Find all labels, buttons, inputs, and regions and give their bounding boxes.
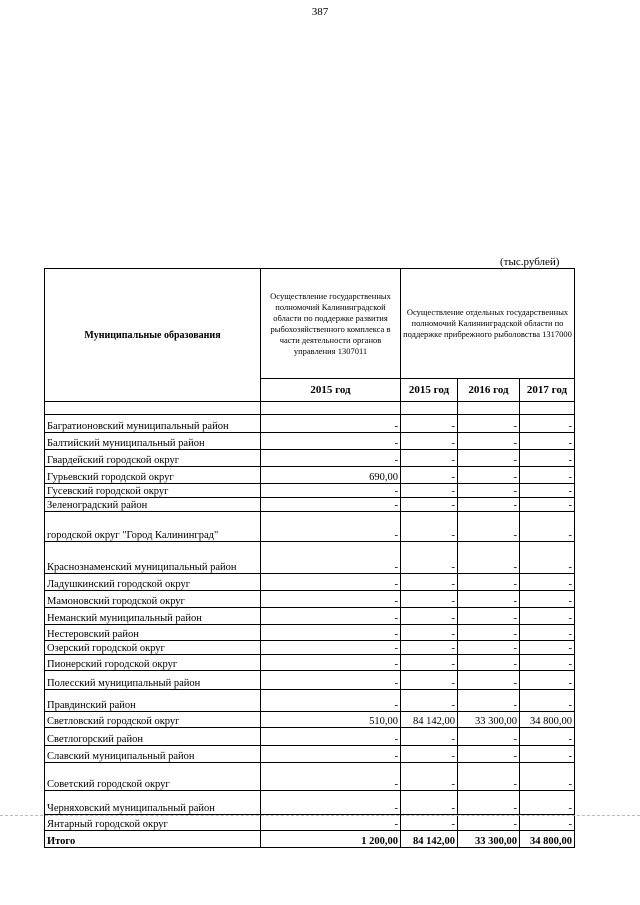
municipality-name: Нестеровский район	[45, 625, 261, 641]
municipality-name: Зеленоградский район	[45, 498, 261, 512]
header-municipality: Муниципальные образования	[45, 269, 261, 402]
amount-cell: -	[261, 625, 401, 641]
amount-cell: -	[401, 763, 458, 791]
municipality-name: Светловский городской округ	[45, 712, 261, 728]
table-row	[45, 763, 575, 791]
table-body	[45, 415, 575, 831]
table-row	[45, 415, 575, 433]
amount-cell: -	[261, 591, 401, 608]
total-value: 34 800,00	[520, 831, 575, 848]
amount-cell: -	[458, 625, 520, 641]
table-row	[45, 512, 575, 542]
municipality-name: Краснознаменский муниципальный район	[45, 542, 261, 574]
table-row	[45, 625, 575, 641]
amount-cell: -	[401, 433, 458, 450]
amount-cell: 34 800,00	[520, 712, 575, 728]
amount-cell: -	[458, 608, 520, 625]
amount-cell: -	[520, 791, 575, 815]
amount-cell: -	[401, 690, 458, 712]
amount-cell: -	[401, 815, 458, 831]
amount-cell: -	[520, 746, 575, 763]
amount-cell: -	[401, 574, 458, 591]
amount-cell: -	[458, 671, 520, 690]
table-header-row	[45, 269, 575, 379]
amount-cell: -	[520, 625, 575, 641]
amount-cell: -	[261, 450, 401, 467]
amount-cell: 84 142,00	[401, 712, 458, 728]
table-row	[45, 608, 575, 625]
amount-cell: -	[458, 574, 520, 591]
amount-cell: -	[261, 512, 401, 542]
amount-cell: -	[458, 791, 520, 815]
year-header: 2016 год	[458, 379, 520, 402]
amount-cell: -	[520, 467, 575, 484]
amount-cell: -	[520, 591, 575, 608]
municipality-name: Багратионовский муниципальный район	[45, 415, 261, 433]
amount-cell: -	[401, 498, 458, 512]
scan-artifact-line	[0, 815, 640, 816]
amount-cell: -	[458, 746, 520, 763]
amount-cell: -	[261, 746, 401, 763]
amount-cell: -	[401, 608, 458, 625]
municipality-name: Пионерский городской округ	[45, 655, 261, 671]
amount-cell: -	[261, 791, 401, 815]
year-header: 2015 год	[401, 379, 458, 402]
total-value: 1 200,00	[261, 831, 401, 848]
amount-cell: -	[261, 608, 401, 625]
amount-cell: -	[458, 815, 520, 831]
amount-cell: -	[261, 671, 401, 690]
amount-cell: -	[401, 671, 458, 690]
table-row	[45, 591, 575, 608]
amount-cell: -	[401, 450, 458, 467]
amount-cell: -	[458, 512, 520, 542]
header-col-group2: Осуществление отдельных государственных полномочий Калининградской области по поддержке прибрежного рыболовства 1317000	[401, 269, 575, 379]
amount-cell: -	[458, 690, 520, 712]
table-row	[45, 712, 575, 728]
amount-cell: -	[261, 655, 401, 671]
amount-cell: -	[520, 542, 575, 574]
amount-cell: -	[401, 415, 458, 433]
amount-cell: -	[458, 415, 520, 433]
municipality-name: Черняховский муниципальный район	[45, 791, 261, 815]
table-row	[45, 690, 575, 712]
amount-cell: -	[261, 484, 401, 498]
total-value: 84 142,00	[401, 831, 458, 848]
amount-cell: -	[520, 433, 575, 450]
municipality-name: Мамоновский городской округ	[45, 591, 261, 608]
year-header: 2017 год	[520, 379, 575, 402]
amount-cell: -	[520, 512, 575, 542]
amount-cell: -	[520, 690, 575, 712]
amount-cell: -	[261, 498, 401, 512]
total-label: Итого	[45, 831, 261, 848]
amount-cell: -	[261, 433, 401, 450]
amount-cell: -	[458, 763, 520, 791]
municipality-name: Светлогорский район	[45, 728, 261, 746]
amount-cell: -	[520, 574, 575, 591]
amount-cell: -	[458, 728, 520, 746]
amount-cell: -	[458, 498, 520, 512]
amount-cell: -	[458, 433, 520, 450]
unit-label: (тыс.рублей)	[500, 256, 560, 268]
table-row	[45, 728, 575, 746]
amount-cell: -	[261, 728, 401, 746]
amount-cell: -	[401, 625, 458, 641]
municipality-name: Советский городской округ	[45, 763, 261, 791]
amount-cell: -	[261, 415, 401, 433]
header-col-group1: Осуществление государственных полномочий Калининградской области по поддержке развития рыбохозяйственного комплекса в части деятельности органов управления 1307011	[261, 269, 401, 379]
table-row	[45, 641, 575, 655]
amount-cell: -	[261, 690, 401, 712]
amount-cell: -	[401, 467, 458, 484]
amount-cell: -	[520, 608, 575, 625]
table-row	[45, 746, 575, 763]
amount-cell: -	[520, 641, 575, 655]
municipality-name: Гурьевский городской округ	[45, 467, 261, 484]
table-row	[45, 498, 575, 512]
amount-cell: -	[261, 763, 401, 791]
amount-cell: -	[458, 655, 520, 671]
total-value: 33 300,00	[458, 831, 520, 848]
municipality-name: Славский муниципальный район	[45, 746, 261, 763]
amount-cell: -	[458, 484, 520, 498]
page-number: 387	[311, 6, 329, 18]
amount-cell: -	[458, 467, 520, 484]
municipality-name: Озерский городской округ	[45, 641, 261, 655]
amount-cell: -	[520, 498, 575, 512]
amount-cell: -	[261, 815, 401, 831]
spacer-row	[45, 402, 575, 415]
table-row	[45, 484, 575, 498]
table-row	[45, 542, 575, 574]
municipality-name: Ладушкинский городской округ	[45, 574, 261, 591]
amount-cell: -	[401, 641, 458, 655]
amount-cell: -	[458, 542, 520, 574]
amount-cell: -	[401, 746, 458, 763]
amount-cell: 510,00	[261, 712, 401, 728]
amount-cell: -	[458, 591, 520, 608]
amount-cell: -	[401, 512, 458, 542]
amount-cell: -	[458, 641, 520, 655]
municipality-name: Балтийский муниципальный район	[45, 433, 261, 450]
amount-cell: -	[520, 450, 575, 467]
amount-cell: -	[401, 791, 458, 815]
amount-cell: -	[401, 591, 458, 608]
amount-cell: -	[401, 542, 458, 574]
amount-cell: -	[401, 484, 458, 498]
municipality-name: Полесский муниципальный район	[45, 671, 261, 690]
amount-cell: -	[458, 450, 520, 467]
amount-cell: -	[401, 728, 458, 746]
amount-cell: 33 300,00	[458, 712, 520, 728]
municipality-name: Гусевский городской округ	[45, 484, 261, 498]
table-row	[45, 815, 575, 831]
amount-cell: -	[261, 542, 401, 574]
amount-cell: -	[520, 655, 575, 671]
amount-cell: -	[520, 815, 575, 831]
table-row	[45, 671, 575, 690]
table-row	[45, 574, 575, 591]
municipality-name: Янтарный городской округ	[45, 815, 261, 831]
table-row	[45, 450, 575, 467]
amount-cell: -	[520, 671, 575, 690]
year-header: 2015 год	[261, 379, 401, 402]
table-row	[45, 467, 575, 484]
amount-cell: -	[520, 484, 575, 498]
table-row	[45, 791, 575, 815]
amount-cell: -	[520, 728, 575, 746]
municipality-name: Неманский муниципальный район	[45, 608, 261, 625]
table-row	[45, 655, 575, 671]
amount-cell: 690,00	[261, 467, 401, 484]
municipality-name: городской округ "Город Калининград"	[45, 512, 261, 542]
amount-cell: -	[520, 763, 575, 791]
municipality-name: Правдинский район	[45, 690, 261, 712]
total-row	[45, 831, 575, 848]
municipality-name: Гвардейский городской округ	[45, 450, 261, 467]
amount-cell: -	[261, 641, 401, 655]
budget-table	[44, 268, 575, 848]
amount-cell: -	[261, 574, 401, 591]
amount-cell: -	[401, 655, 458, 671]
amount-cell: -	[520, 415, 575, 433]
table-row	[45, 433, 575, 450]
